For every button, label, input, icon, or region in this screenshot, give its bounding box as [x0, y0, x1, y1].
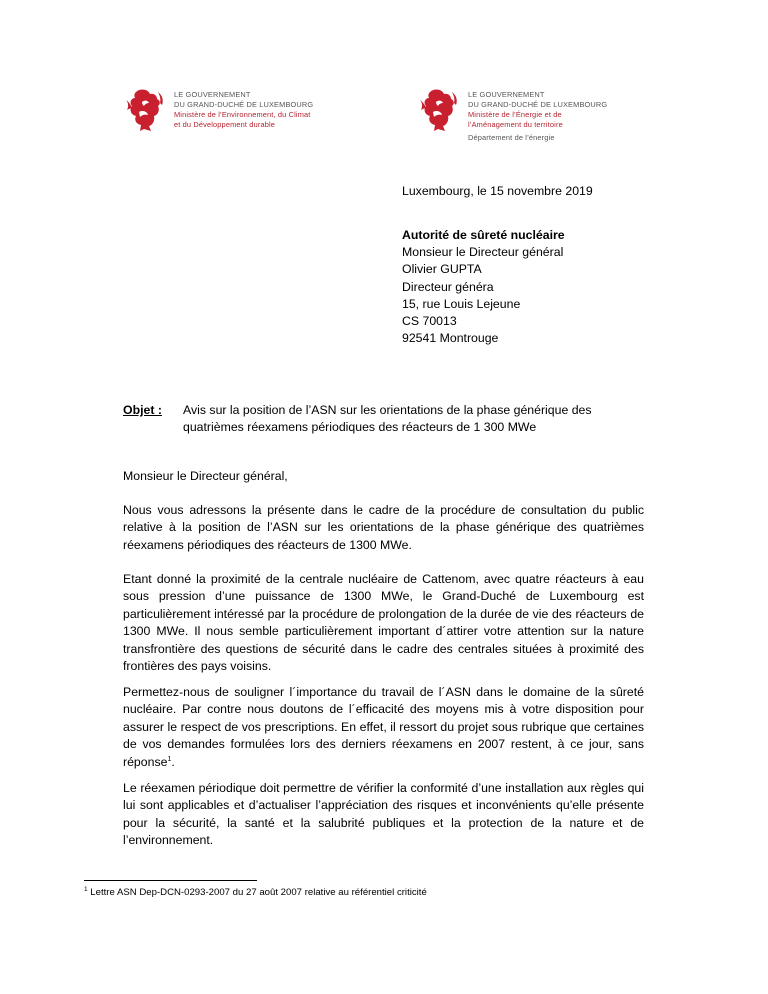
ministry-name-line: Ministère de l’Énergie et de	[468, 110, 562, 119]
subject-text: Avis sur la position de l’ASN sur les orientations de la phase générique des quatrièmes réexamens périodiques des réacteurs de 1 300 MWe	[183, 403, 592, 435]
salutation: Monsieur le Directeur général,	[123, 469, 288, 483]
recipient-line: Monsieur le Directeur général	[402, 245, 564, 260]
logo-environment-ministry	[124, 88, 313, 132]
recipient-line: 15, rue Louis Lejeune	[402, 296, 521, 311]
footnote-marker: 1	[84, 885, 88, 893]
ministry-name-line: Ministère de l’Environnement, du Climat	[174, 110, 311, 119]
subject-label: Objet :	[123, 403, 162, 417]
paragraph: Le réexamen périodique doit permettre de vérifier la conformité d’une installation aux règles qui lui sont applicables et d’actualiser l’appréciation des risques et inconvénients qu’elle présente pour la sécurité, la santé et la salubrité publiques et la protection de la nature et de l’environnement.	[123, 781, 644, 848]
government-name-line: DU GRAND-DUCHÉ DE LUXEMBOURG	[174, 100, 314, 109]
recipient-line: Olivier GUPTA	[402, 262, 482, 277]
recipient-line: Directeur généra	[402, 279, 494, 294]
paragraph-text: .	[171, 754, 175, 769]
footnote-divider	[84, 880, 257, 881]
paragraph-text: Permettez-nous de souligner l´importance du travail de l´ASN dans le domaine de la sûreté nucléaire. Par contre nous doutons de l´efficacité des moyens mis à votre disposition pour assurer le respect de vos prescriptions. En effet, il ressort du projet sous rubrique que certaines de vos demandes formulées lors des derniers réexamens en 2007 restent, à ce jour, sans réponse	[123, 685, 644, 769]
government-name-line: LE GOUVERNEMENT	[468, 90, 545, 99]
ministry-name-line: l’Aménagement du territoire	[468, 120, 563, 129]
ministry-name-line: et du Développement durable	[174, 120, 276, 129]
footnote-text: Lettre ASN Dep-DCN-0293-2007 du 27 août 2007 relative au référentiel criticité	[87, 887, 427, 898]
government-name-line: LE GOUVERNEMENT	[174, 90, 251, 99]
recipient-line: CS 70013	[402, 314, 457, 329]
recipient-address-block	[402, 227, 565, 347]
government-name-line: DU GRAND-DUCHÉ DE LUXEMBOURG	[468, 100, 608, 109]
footnote-reference: 1	[167, 755, 172, 763]
paragraph: Nous vous adressons la présente dans le cadre de la procédure de consultation du public relative à la position de l’ASN sur les orientations de la phase générique des quatrièmes réexamens périodiques des réacteurs de 1300 MWe.	[123, 503, 644, 552]
date-line: Luxembourg, le 15 novembre 2019	[402, 184, 593, 198]
paragraph	[123, 684, 644, 771]
recipient-line: 92541 Montrouge	[402, 331, 499, 346]
department-name: Département de l’énergie	[468, 133, 555, 142]
recipient-organization: Autorité de sûreté nucléaire	[402, 228, 565, 242]
red-lion-emblem-icon	[418, 88, 460, 132]
logo-energy-ministry	[418, 88, 607, 143]
red-lion-emblem-icon	[124, 88, 166, 132]
footnote	[84, 887, 427, 899]
paragraph: Etant donné la proximité de la centrale nucléaire de Cattenom, avec quatre réacteurs à eau sous pression d’une puissance de 1300 MWe, le Grand-Duché de Luxembourg est particulièrement intéressé par la procédure de prolongation de la durée de vie des réacteurs de 1300 MWe. Il nous semble particulièrement important d´attirer votre attention sur la nature transfrontière des questions de sécurité dans le cadre des centrales situées à proximité des frontières des pays voisins.	[123, 572, 644, 674]
